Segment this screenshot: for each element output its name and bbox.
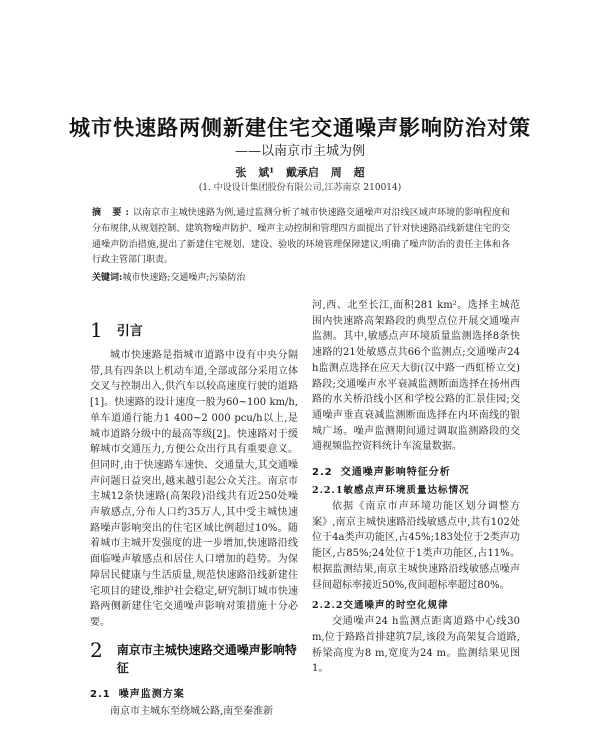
subsection-number: 2.2 — [312, 467, 333, 479]
subsubsection-heading-2-2-2 — [312, 597, 520, 611]
intro-paragraph: 城市快速路是指城市道路中设有中央分隔带,具有四条以上机动车道,全部或部分采用立体交叉与控制出入,供汽车以较高速度行驶的道路[1]。快速路的设计速度一般为60~100 km/h,单车道通行能力1 400~2 000 pcu/h以上,是城市道路分级中的最高等级[2]。快速路对于缓解城市交通压力,方便公众出行具有重要意义。但同时,由于快速路车速快、交通量大,其交通噪声问题日益突出,越来越引起公众关注。南京市主城12条快速路(高架段)沿线共有近250处噪声敏感点,分布人口约35万人,其中受主城快速路噪声影响突出的住宅区域比例超过10%。随着城市主城开发强度的进一步增加,快速路沿线面临噪声敏感点和居住人口增加的趋势。为保障居民健康与生活质量,规范快速路沿线新建住宅项目的建设,维护社会稳定,研究制订城市快速路两侧新建住宅交通噪声影响对策措施十分必要。 — [90, 350, 298, 628]
section-number: 1 — [90, 318, 103, 342]
keywords-label: 关键词: — [92, 273, 123, 283]
body-paragraph: 河,西、北至长江,面积281 km²。选择主城范围内快速路高架路段的典型点位开展交通噪声监测。其中,敏感点声环境质量监测选择8条快速路的21处敏感点共66个监测点;交通噪声24 h监测点选择在应天大街(汉中路一西虹桥立交)路段;交通噪声水平衰减监测断面选择在扬州西路的水关桥沿线小区和学校公路的汇景佳园;交通噪声垂直衰减监测断面选择在内环南线的银城广场。噪声监测期间通过调取监测路段的交通视频监控资料统计车流量数据。 — [312, 300, 520, 453]
subsection-number: 2.2.2 — [312, 600, 344, 612]
abstract — [92, 206, 510, 269]
author-list — [0, 164, 600, 180]
author-name: 张 斌¹ — [235, 166, 275, 179]
subsection-heading-2-1 — [90, 685, 298, 700]
abstract-text: 以南京市主城快速路为例,通过监测分析了城市快速路交通噪声对沿线区域声环境的影响程度和分布规律,从规划控制、建筑物噪声防护、噪声主动控制和管理四方面提出了针对快速路沿线新建住宅的交通噪声防治措施,提出了新建住宅规划、建设、验收的环境管理保障建议,明确了噪声防治的责任主体和各行政主管部门职责。 — [92, 208, 510, 266]
subsection-title: 交通噪声的时空化规律 — [343, 600, 449, 612]
paper-title: 城市快速路两侧新建住宅交通噪声影响防治对策 — [69, 116, 531, 140]
section-title: 南京市主城快速路交通噪声影响特征 — [116, 642, 297, 675]
section-heading-1 — [90, 318, 298, 342]
left-column — [90, 312, 298, 719]
subsection-number: 2.1 — [90, 688, 111, 700]
abstract-label: 摘 要: — [92, 208, 133, 218]
section-number: 2 — [90, 637, 103, 662]
author-name: 周 超 — [330, 166, 365, 179]
body-paragraph: 交通噪声24 h监测点距离道路中心线30 m,位于路路首排建筑7层,该段为高架复合道路,桥梁高度为8 m,宽度为24 m。监测结果见图1。 — [312, 616, 520, 675]
section-title: 引言 — [116, 324, 143, 339]
author-name: 戴承启 — [285, 166, 319, 179]
paper-subtitle: ——以南京市主城为例 — [234, 144, 365, 159]
subsection-heading-2-2 — [312, 463, 520, 478]
body-paragraph: 依据《南京市声环境功能区划分调整方案》,南京主城快速路沿线敏感点中,共有102处位于4a类声功能区,占45%;183处位于2类声功能区,占85%;24处位于1类声功能区,占11%。根据监测结果,南京主城快速路沿线敏感点噪声昼间超标率接近50%,夜间超标率超过80%。 — [312, 501, 520, 591]
subsection-title: 敏感点声环境质量达标情况 — [343, 485, 470, 497]
keywords-text: 城市快速路;交通噪声;污染防治 — [122, 273, 246, 283]
subsection-title: 交通噪声影响特征分析 — [340, 467, 451, 479]
section-heading-2 — [90, 637, 298, 677]
keywords — [92, 271, 510, 285]
subsection-title: 噪声监测方案 — [118, 688, 185, 700]
right-column — [312, 298, 520, 677]
subsubsection-heading-2-2-1 — [312, 482, 520, 496]
subsection-number: 2.2.1 — [312, 485, 344, 497]
author-affiliation: (1. 中设设计集团股份有限公司,江苏南京 210014) — [198, 183, 402, 193]
body-paragraph: 南京市主城东至绕城公路,南至秦淮新 — [110, 705, 274, 717]
